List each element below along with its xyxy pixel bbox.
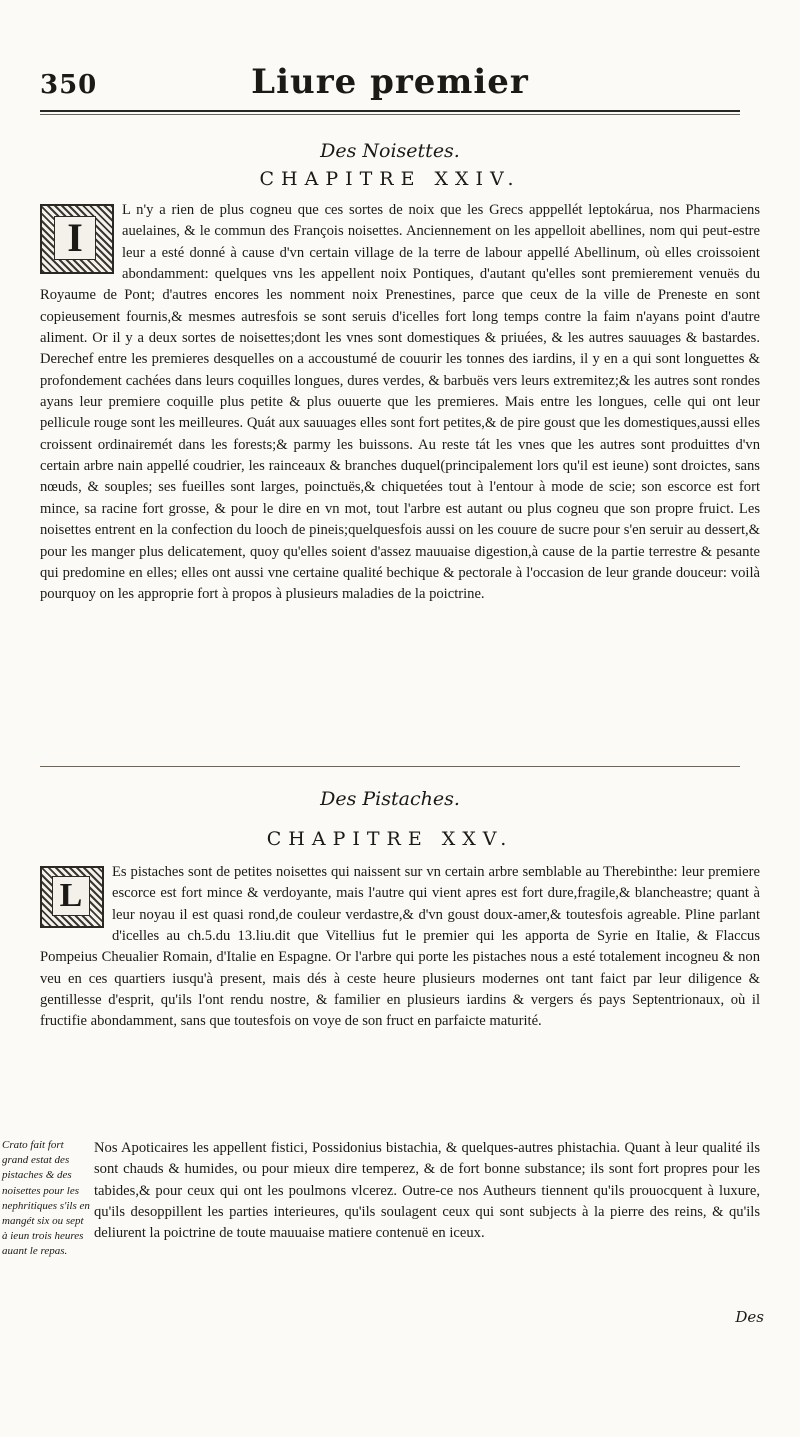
chapter-xxv-body-a	[40, 862, 760, 1033]
margin-note: Crato fait fort grand estat des pistaches & des noisettes pour les nephritiques s'ils en mangét six ou sept à ieun trois heures auant le repas.	[2, 1139, 90, 1258]
chapter-heading-xxiv: CHAPITRE XXIV.	[259, 168, 521, 190]
page-number: 350	[40, 70, 98, 100]
chapter-xxv-text-a: Es pistaches sont de petites noisettes qui naissent sur vn certain arbre semblable au Therebinthe: leur premiere escorce est fort mince & verdoyante, mais l'autre qui vient apres est fort dure,fragile,& blancheastre; quant à leur noyau il est quasi rond,de couleur verdastre,& d'vn goust doux-amer,& toutesfois agreable. Pline parlant d'icelles au ch.5.du 13.liu.dit que Vitellius fut le premier qui les apporta de Syrie en Italie, & Flaccus Pompeius Cheualier Romain, d'Italie en Espagne. Or l'arbre qui porte les pistaches nous a esté totalement incogneu & non veu en ces quartiers iusqu'à present, mais dés à ceste heure plusieurs modernes ont tant faict par leur diligence & gentillesse d'esprit, qu'ils l'ont rendu nostre, & familier en plusieurs iardins & vergers és pays Septentrionaux, où il fructifie abondamment, sans que toutesfois on voye de son fruct en parfaicte maturité.	[40, 864, 760, 1030]
running-title: Liure premier	[251, 62, 529, 102]
section-divider-rule	[40, 766, 740, 767]
chapter-xxv-text-b: Nos Apoticaires les appellent fistici, Possidonius bistachia, & quelques-autres phistachia. Quant à leur qualité ils sont chauds & humides, ou pour mieux dire temperez, & de fort bonne substance; ils sont fort propres pour les tabides,& pour ceux qui ont les poulmons vlcerez. Outre-ce nos Autheurs tiennent qu'ils prouocquent à luxure, qu'ils desoppillent les parties interieures, qu'ils soulagent ceux qui sont subjects à la pierre des reins, & qu'ils deliurent la poictrine de toute mauuaise matiere contenuë en iceux.	[94, 1140, 760, 1242]
section-subhead-pistaches: Des Pistaches.	[320, 788, 460, 810]
header-rule	[40, 114, 740, 115]
ornamental-initial	[40, 866, 104, 928]
page-header	[40, 62, 740, 112]
chapter-xxiv-text: L n'y a rien de plus cogneu que ces sortes de noix que les Grecs apppellét leptokárua, nos Pharmaciens auelaines, & le commun des François noisettes. Anciennement on les appelloit abellines, nom qui peut-estre leur a esté donné à cause d'vn certain village de la terre de labour appellé Abellinum, où elles croissoient abondamment: quelques vns les appellent noix Pontiques, d'autant qu'elles sont premierement venuës du Royaume de Pont; d'autres encores les nomment noix Prenestines, parce que ceux de la ville de Preneste en sont copieusement fournis,& mesmes autresfois se sont seruis d'icelles fort long temps contre la faim n'ayans point d'autre aliment. Or il y a deux sortes de noisettes;dont les vnes sont domestiques & priuées, & les autres sauuages & bastardes. Derechef entre les premieres desquelles on a accoustumé de couurir les tonnes des iardins, il y en a qui sont longuettes & profondement cachées dans leurs coquilles longues, dures verdes, & barbuës vers leurs extremitez;& les autres sont rondes ayans leur premiere coquille plus petite & plus ouuerte que les premieres. Mais entre les longues, celle qui ont leur pellicule rouge sont les meilleures. Quát aux sauuages elles sont fort petites,& de pire goust que les domestiques,aussi elles croissent ordinairemét dans les forests;& parmy les buissons. Au reste tát les vnes que les autres sont produittes d'vn certain arbre nain appellé coudrier, les rainceaux & branches duquel(principalement lors qu'il est ieune) sont droictes, sans nœuds, & souples; ses fueilles sont larges, poinctuës,& chiquetées tout à l'entour à mode de scie; son escorce est fort mince, sa racine fort grosse, & pour le dire en vn mot, tout l'arbre est autant ou plus cogneu que son propre fruict. Les noisettes entrent en la confection du looch de pineis;quelquesfois aussi on les couure de sucre pour s'en seruir au dessert,& pour les manger plus delicatement, quoy qu'elles soient d'assez mauuaise digestion,à cause de la partie terrestre & pesante qui predomine en elles; elles ont aussi vne certaine qualité bechique & pectorale à l'occasion de leur grande douceur: voilà pourquoy on les approprie fort à propos à plusieurs maladies de la poictrine.	[40, 202, 760, 603]
chapter-xxv-body-b	[94, 1138, 760, 1245]
section-subhead-noisettes: Des Noisettes.	[320, 140, 460, 162]
ornamental-initial	[40, 204, 114, 274]
initial-letter: L	[52, 876, 90, 916]
chapter-heading-xxv: CHAPITRE XXV.	[266, 828, 514, 850]
initial-letter: I	[54, 216, 96, 260]
catchword: Des	[735, 1308, 764, 1326]
chapter-xxiv-body	[40, 200, 760, 606]
